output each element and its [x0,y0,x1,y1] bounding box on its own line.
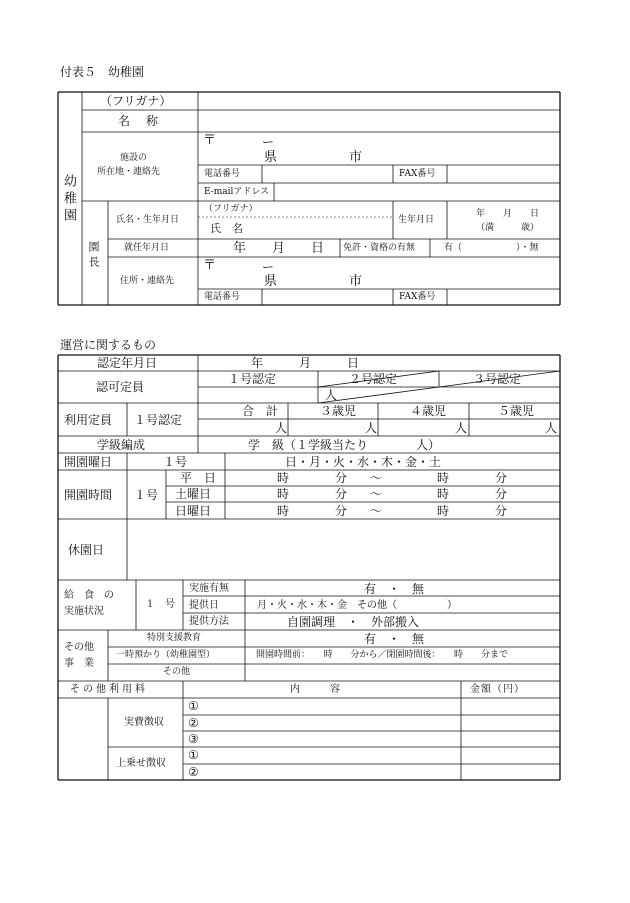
meal-method-label: 提供方法 [189,616,229,627]
meal-label-1: 給 食 の [64,590,114,601]
weekday-tilde: 〜 [370,471,383,485]
saturday-start-hour: 時 [277,487,290,501]
furigana-label: （フリガナ） [100,94,172,108]
head-name-birth-label: 氏名・生年月日 [116,215,180,225]
total-unit: 人 [275,421,288,435]
special-support-value: 有 ・ 無 [364,632,425,646]
license-label: 免許・資格の有無 [343,243,416,253]
open-hours-category: １号 [134,488,159,502]
weekday-end-hour: 時 [437,471,450,485]
actual-cost-item-2: ② [188,716,199,730]
meal-implemented-label: 実施有無 [189,583,229,594]
total-header: 合 計 [242,404,279,418]
license-value: 有（ ）・無 [444,243,539,253]
saturday-end-minute: 分 [495,487,508,501]
closed-days-label: 休園日 [68,543,105,557]
page-title: 付表５ 幼稚園 [60,65,145,79]
saturday-start-minute: 分 [335,487,348,501]
head-side-label: 園長 [87,241,100,271]
postal-dash: ー [262,135,275,149]
head-name-label: 氏 名 [210,222,243,235]
sunday-start-minute: 分 [335,504,348,518]
city-label: 市 [349,150,363,165]
fees-label: その他利用料 [70,684,148,695]
sunday-start-hour: 時 [277,504,290,518]
head-city-label: 市 [349,274,363,289]
weekday-start-minute: 分 [335,471,348,485]
age4-header: ４歳児 [410,404,447,418]
appointed-date-label: 就任年月日 [124,243,170,253]
weekday-end-minute: 分 [495,471,508,485]
meal-method-value: 自園調理 ・ 外部搬入 [287,615,420,629]
sunday-end-hour: 時 [437,504,450,518]
actual-cost-item-3: ③ [188,732,199,746]
other-business-label-1: その他 [64,642,94,653]
age3-header: ３歳児 [320,404,357,418]
phone-label: 電話番号 [204,169,241,179]
open-days-category: １号 [163,455,188,469]
meal-implemented-value: 有 ・ 無 [364,582,425,596]
meal-category: １ 号 [145,599,175,610]
cert-date-value: 年 月 日 [251,356,360,370]
kindergarten-side-label: 幼稚園 [61,174,76,225]
actual-cost-item-1: ① [188,699,199,713]
sunday-end-minute: 分 [495,504,508,518]
cert1-unit: 人 [325,388,338,402]
open-days-label: 開園曜日 [64,455,113,469]
email-label: E-mailアドレス [204,187,270,197]
head-prefecture-label: 県 [264,274,278,289]
other-business-label-2: 事 業 [64,658,94,669]
address-label-2: 所在地・連絡先 [97,167,161,177]
cert-date-label: 認定年月日 [97,356,158,370]
meal-label-2: 実施状況 [64,606,104,617]
operations-heading: 運営に関するもの [60,338,157,352]
prefecture-label: 県 [264,150,278,165]
age-value: （満 歳） [476,223,540,233]
fax-label: FAX番号 [399,169,436,179]
head-address-label: 住所・連絡先 [120,276,175,286]
saturday-label: 土曜日 [175,487,212,501]
content-header: 内 容 [290,684,340,695]
address-label-1: 施設の [120,153,148,163]
temp-care-value: 開園時間前： 時 分から／閉園時間後： 時 分まで [256,650,509,660]
open-days-value: 日・月・火・水・木・金・土 [285,455,442,469]
sunday-tilde: 〜 [370,504,383,518]
name-label: 名 称 [118,114,161,128]
postal-mark: 〒 [203,133,217,148]
head-phone-label: 電話番号 [204,292,241,302]
class-composition-label: 学級編成 [97,438,146,452]
weekday-start-hour: 時 [277,471,290,485]
age5-header: ５歳児 [498,404,535,418]
actual-cost-label: 実費徴収 [124,717,164,728]
age5-unit: 人 [545,421,558,435]
cert3-header: ３号認定 [473,372,522,386]
class-composition-value: 学 級（１学級当たり 人） [248,438,441,452]
saturday-end-hour: 時 [437,487,450,501]
head-furigana-label: （フリガナ） [204,204,258,214]
birth-date-value: 年 月 日 [476,209,540,219]
surcharge-item-1: ① [188,748,199,762]
other-misc-label: その他 [163,667,191,677]
age4-unit: 人 [455,421,468,435]
surcharge-item-2: ② [188,765,199,779]
amount-header: 金額（円） [470,684,525,695]
birth-date-label: 生年月日 [398,215,435,225]
head-postal-mark: 〒 [203,258,217,273]
meal-days-label: 提供日 [189,600,219,611]
age3-unit: 人 [365,421,378,435]
head-fax-label: FAX番号 [399,292,436,302]
sunday-label: 日曜日 [175,504,212,518]
saturday-tilde: 〜 [370,487,383,501]
usage-capacity-label: 利用定員 [64,413,113,427]
surcharge-label: 上乗せ徴収 [116,758,166,769]
head-postal-dash: ー [262,260,275,274]
cert1-header: １号認定 [228,372,277,386]
open-hours-label: 開園時間 [64,488,113,502]
temp-care-label: 一時預かり（幼稚園型） [116,650,216,660]
special-support-label: 特別支援教育 [147,633,202,643]
meal-days-value: 月・火・水・木・金 その他（ ） [257,600,457,611]
appointed-date-value: 年 月 日 [233,241,325,256]
weekday-label: 平 日 [180,471,217,485]
capacity-label: 認可定員 [96,380,145,394]
cert2-header: ２号認定 [349,372,398,386]
usage-cert1-label: １号認定 [134,413,183,427]
